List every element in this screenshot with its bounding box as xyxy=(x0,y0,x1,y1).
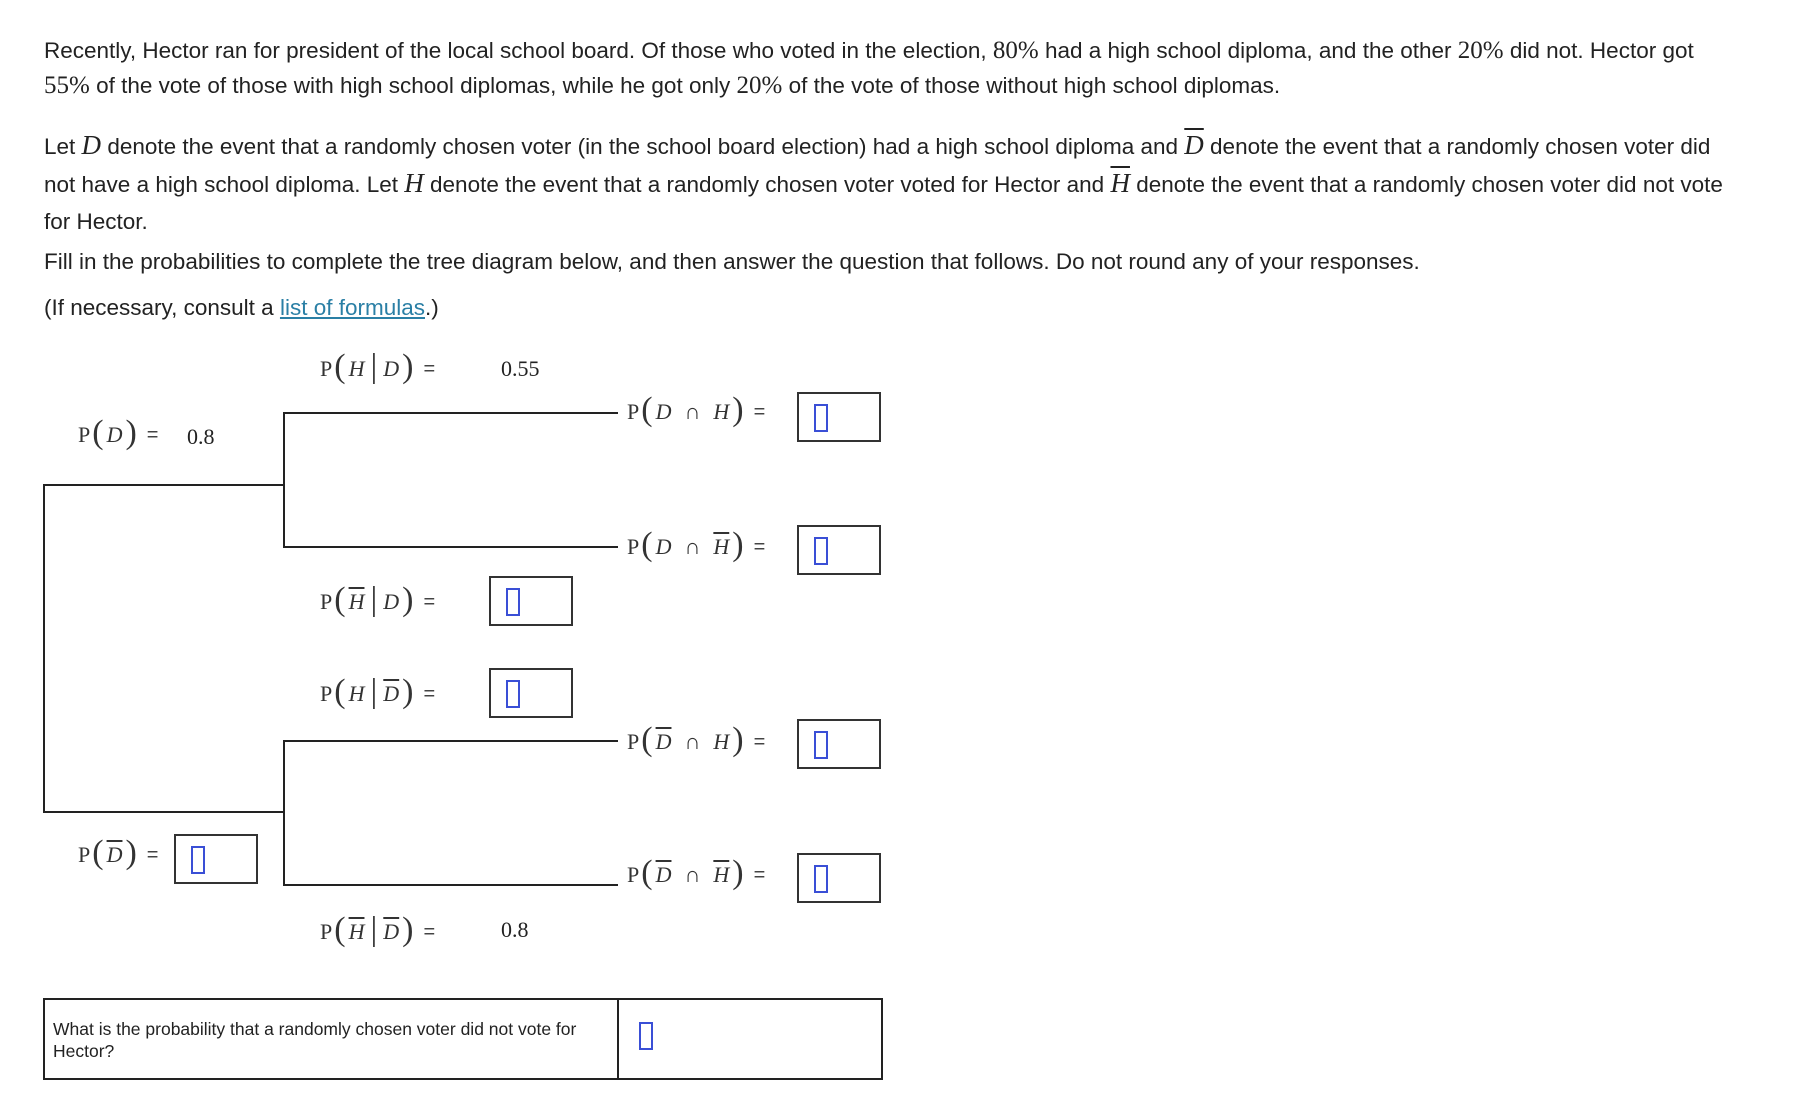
p-dbar-and-h-label: P ( $\overline{D}$ ∩ H ) = xyxy=(627,721,766,758)
input-cursor-icon xyxy=(814,731,828,759)
branch-dbar-hbar xyxy=(283,884,618,886)
input-cursor-icon xyxy=(814,404,828,432)
input-cursor-icon xyxy=(191,846,205,874)
tree-root-vertical xyxy=(43,484,45,813)
question-text: What is the probability that a randomly chosen voter did not vote for Hector? xyxy=(53,1019,577,1061)
problem-paragraph-2: Let D denote the event that a randomly chosen voter (in the school board election) had a high school diploma and $\overline{D}$ denote the event that a randomly chosen voter did not have a high school diploma. Let H denote the event that a randomly chosen voter voted for Hector and $\overline{H}$ denote the event that a randomly chosen voter did not vote for Hector. xyxy=(44,130,1723,234)
p-d-value: 0.8 xyxy=(187,424,215,449)
instructions: Fill in the probabilities to complete the tree diagram below, and then answer the question that follows. Do not round any of your responses. xyxy=(44,249,1420,274)
p-dbar-and-hbar-label: P ( $\overline{D}$ ∩ $\overline{H}$ ) = xyxy=(627,854,766,891)
p-d-and-h-input[interactable] xyxy=(797,392,881,442)
p-dbar-and-hbar-input[interactable] xyxy=(797,853,881,903)
p-dbar-input[interactable] xyxy=(174,834,258,884)
tree-dbar-horizontal xyxy=(43,811,285,813)
p-dbar-label: P ( $\overline{D}$ ) = xyxy=(78,834,159,871)
p-hbar-given-d-input[interactable] xyxy=(489,576,573,626)
p-h-given-dbar-input[interactable] xyxy=(489,668,573,718)
p-hbar-given-dbar-label: P ( $\overline{H}$ | $\overline{D}$ ) = xyxy=(320,911,436,948)
p-h-given-dbar-label: P ( H | $\overline{D}$ ) = xyxy=(320,673,436,710)
branch-dbar-h xyxy=(283,740,618,742)
p-dbar-and-h-input[interactable] xyxy=(797,719,881,769)
formula-note: (If necessary, consult a list of formulas.) xyxy=(44,295,439,320)
input-cursor-icon xyxy=(639,1022,653,1050)
question-table xyxy=(43,998,883,1080)
tree-dbar-vertical xyxy=(283,741,285,886)
input-cursor-icon xyxy=(814,865,828,893)
branch-d-hbar xyxy=(283,546,618,548)
p-h-given-d-label: P ( H | D ) = xyxy=(320,348,436,385)
input-cursor-icon xyxy=(814,537,828,565)
p-d-and-hbar-input[interactable] xyxy=(797,525,881,575)
problem-paragraph-1: Recently, Hector ran for president of the local school board. Of those who voted in the election, 80% had a high school diploma, and the other 20% did not. Hector got 55% of the vote of those with high school diplomas, while he got only 20% of the vote of those without high school diplomas. xyxy=(44,37,1694,99)
p-hbar-given-dbar-value: 0.8 xyxy=(501,917,529,942)
p-h-given-d-value: 0.55 xyxy=(501,356,540,381)
tree-d-vertical xyxy=(283,413,285,548)
branch-d-h xyxy=(283,412,618,414)
list-of-formulas-link[interactable]: list of formulas xyxy=(279,295,425,320)
tree-d-horizontal xyxy=(43,484,285,486)
p-hbar-given-d-label: P ( $\overline{H}$ | D ) = xyxy=(320,581,436,618)
input-cursor-icon xyxy=(506,680,520,708)
p-d-and-hbar-label: P ( D ∩ $\overline{H}$ ) = xyxy=(627,526,766,563)
p-d-label: P ( D ) = xyxy=(78,414,159,451)
input-cursor-icon xyxy=(506,588,520,616)
question-answer-input[interactable] xyxy=(619,1000,881,1078)
p-d-and-h-label: P ( D ∩ H ) = xyxy=(627,391,766,428)
